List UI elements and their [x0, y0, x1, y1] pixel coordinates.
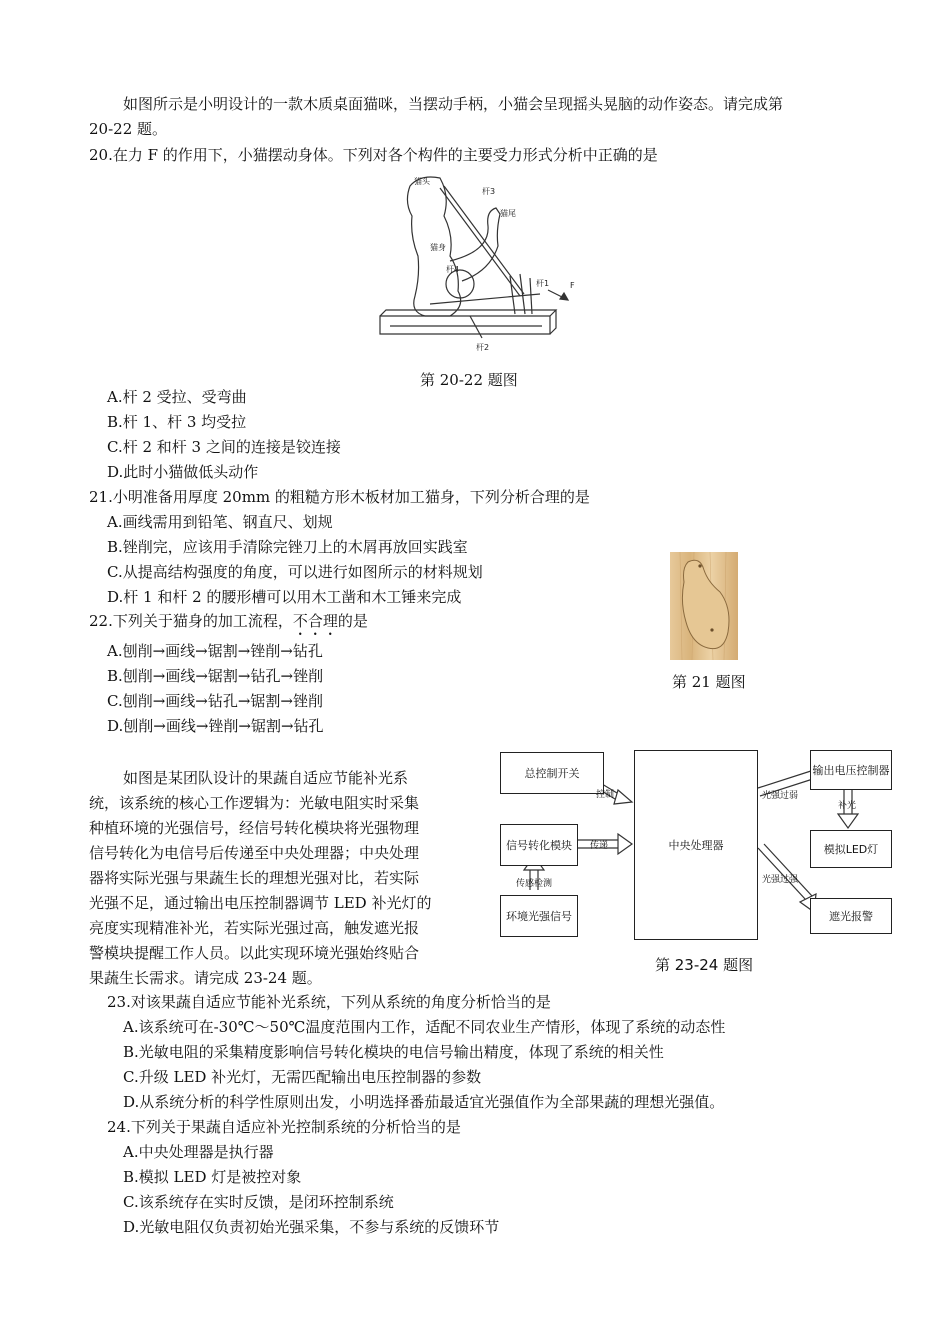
q21-option-d: D.杆 1 和杆 2 的腰形槽可以用木工凿和木工锤来完成 [107, 588, 462, 606]
intro2-line5: 器将实际光强与果蔬生长的理想光强对比，若实际 [89, 869, 420, 887]
q24-option-c: C.该系统存在实时反馈，是闭环控制系统 [123, 1193, 394, 1211]
q23-option-c: C.升级 LED 补光灯，无需匹配输出电压控制器的参数 [123, 1068, 482, 1086]
box-cpu: 中央处理器 [634, 750, 758, 940]
q23-option-a: A.该系统可在-30℃～50℃温度范围内工作，适配不同农业生产情形，体现了系统的动态性 [123, 1018, 726, 1036]
box-env-signal: 环境光强信号 [500, 895, 578, 937]
fig20-caption: 第 20-22 题图 [420, 371, 518, 389]
q21-stem: 21.小明准备用厚度 20mm 的粗糙方形木板材加工猫身，下列分析合理的是 [89, 488, 590, 506]
q24-option-b: B.模拟 LED 灯是被控对象 [123, 1168, 302, 1186]
intro1-line2: 20-22 题。 [89, 120, 168, 138]
arrow-label-transmit: 传递 [590, 841, 609, 851]
fig-label-force: F [570, 281, 575, 290]
intro2-line4: 信号转化为电信号后传递至中央处理器；中央处理 [89, 844, 420, 862]
arrow-label-weak: 光强过弱 [762, 791, 799, 801]
q20-option-c: C.杆 2 和杆 3 之间的连接是铰连接 [107, 438, 341, 456]
q24-option-d: D.光敏电阻仅负责初始光强采集，不参与系统的反馈环节 [123, 1218, 500, 1236]
wood-board-figure [670, 552, 738, 660]
box-led: 模拟LED灯 [810, 830, 892, 868]
q23-stem: 23.对该果蔬自适应节能补光系统，下列从系统的角度分析恰当的是 [107, 993, 551, 1011]
box-voltage-ctrl: 输出电压控制器 [810, 750, 892, 790]
q23-option-b: B.光敏电阻的采集精度影响信号转化模块的电信号输出精度，体现了系统的相关性 [123, 1043, 664, 1061]
fig-label-rod2: 杆2 [476, 343, 490, 352]
q20-option-d: D.此时小猫做低头动作 [107, 463, 259, 481]
arrow-label-sense: 传感检测 [516, 879, 553, 889]
q20-stem: 20.在力 F 的作用下，小猫摆动身体。下列对各个构件的主要受力形式分析中正确的是 [89, 146, 658, 164]
fig-label-body: 猫身 [430, 243, 446, 252]
fig21-caption: 第 21 题图 [672, 673, 746, 691]
box-signal-module: 信号转化模块 [500, 824, 578, 866]
fig-label-rod4: 杆4 [446, 265, 460, 274]
arrow-label-control: 控制 [596, 790, 615, 800]
intro2-line6: 光强不足，通过输出电压控制器调节 LED 补光灯的 [89, 894, 432, 912]
intro2-line9: 果蔬生长需求。请完成 23-24 题。 [89, 969, 322, 987]
arrow-label-strong: 光强过强 [762, 875, 799, 885]
box-master-switch: 总控制开关 [500, 752, 604, 794]
q21-option-c: C.从提高结构强度的角度，可以进行如图所示的材料规划 [107, 563, 483, 581]
q21-option-a: A.画线需用到铅笔、钢直尺、划规 [107, 513, 333, 531]
arrow-label-supplement: 补光 [838, 801, 857, 811]
fig-label-head: 猫头 [414, 177, 430, 186]
q22-stem-emphasis: 不合理 [292, 612, 338, 630]
q20-option-a: A.杆 2 受拉、受弯曲 [107, 388, 247, 406]
cat-mechanism-figure [370, 166, 590, 356]
intro2-line1: 如图是某团队设计的果蔬自适应节能补光系 [123, 769, 409, 787]
intro2-line8: 警模块提醒工作人员。以此实现环境光强始终贴合 [89, 944, 420, 962]
intro2-line7: 亮度实现精准补光，若实际光强过高，触发遮光报 [89, 919, 420, 937]
fig-label-rod1: 杆1 [536, 279, 550, 288]
box-alarm: 遮光报警 [810, 898, 892, 934]
q22-stem-pre: 22.下列关于猫身的加工流程， [89, 612, 293, 630]
q22-stem-post: 的是 [337, 612, 368, 630]
q24-stem: 24.下列关于果蔬自适应补光控制系统的分析恰当的是 [107, 1118, 461, 1136]
intro2-line2: 统，该系统的核心工作逻辑为：光敏电阻实时采集 [89, 794, 420, 812]
q22-option-d: D.刨削→画线→锉削→锯割→钻孔 [107, 717, 324, 735]
fig-label-tail: 猫尾 [500, 209, 516, 218]
intro2-line3: 种植环境的光强信号，经信号转化模块将光强物理 [89, 819, 420, 837]
fig-label-rod3: 杆3 [482, 187, 496, 196]
q20-option-b: B.杆 1、杆 3 均受拉 [107, 413, 247, 431]
q22-option-a: A.刨削→画线→锯割→锉削→钻孔 [107, 642, 323, 660]
q24-option-a: A.中央处理器是执行器 [123, 1143, 274, 1161]
q23-option-d: D.从系统分析的科学性原则出发，小明选择番茄最适宜光强值作为全部果蔬的理想光强值。 [123, 1093, 725, 1111]
q22-option-b: B.刨削→画线→锯割→钻孔→锉削 [107, 667, 324, 685]
q22-option-c: C.刨削→画线→钻孔→锯割→锉削 [107, 692, 323, 710]
fig23-caption: 第 23-24 题图 [655, 956, 754, 974]
q21-option-b: B.锉削完，应该用手清除完锉刀上的木屑再放回实践室 [107, 538, 468, 556]
intro1-line1: 如图所示是小明设计的一款木质桌面猫咪，当摆动手柄，小猫会呈现摇头晃脑的动作姿态。请完成第 [123, 95, 784, 113]
q22-stem [89, 611, 368, 639]
